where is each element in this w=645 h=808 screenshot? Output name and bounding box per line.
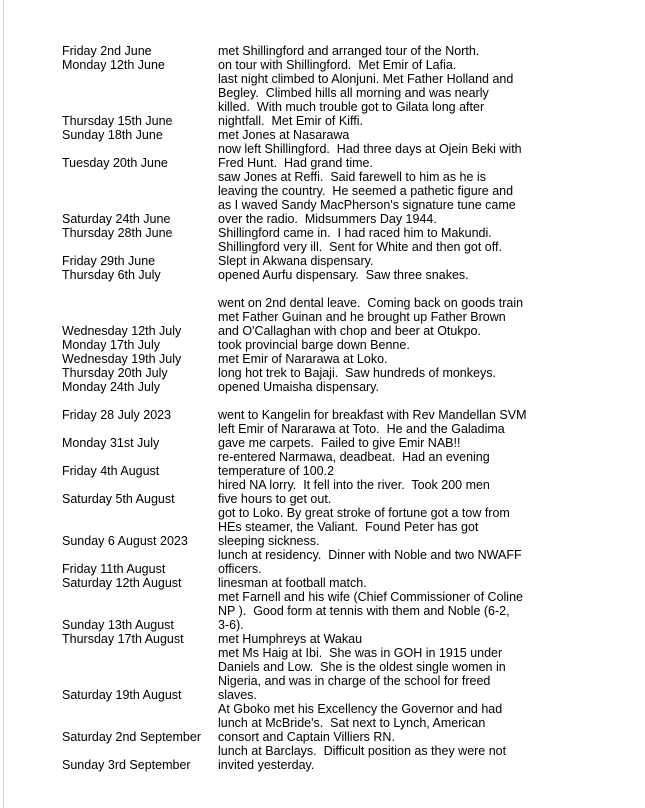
diary-entry-row <box>62 450 590 478</box>
entry-text: got to Loko. By great stroke of fortune got a tow from HEs steamer, the Valiant. Found Peter has got sleeping sickness. <box>218 506 510 548</box>
diary-table <box>62 44 590 772</box>
entry-text: now left Shillingford. Had three days at Ojein Beki with Fred Hunt. Had grand time. <box>218 142 522 170</box>
blank-line <box>62 394 590 408</box>
diary-entry-row <box>62 72 590 128</box>
entry-date: Friday 11th August <box>62 562 166 576</box>
entry-text: met Ms Haig at Ibi. She was in GOH in 1915 under Daniels and Low. She is the oldest single women in Nigeria, and was in charge of the school for freed slaves. <box>218 646 506 702</box>
entry-text: hired NA lorry. It fell into the river. Took 200 men five hours to get out. <box>218 478 490 506</box>
diary-entries <box>62 44 590 772</box>
blank-line <box>62 282 590 296</box>
diary-entry-row <box>62 352 590 366</box>
entry-date: Thursday 15th June <box>62 114 173 128</box>
diary-entry-row <box>62 422 590 450</box>
diary-entry-row <box>62 576 590 590</box>
diary-entry-row <box>62 380 590 394</box>
entry-date: Wednesday 19th July <box>62 352 182 366</box>
diary-entry-row <box>62 702 590 744</box>
entry-text: Shillingford came in. I had raced him to Makundi. <box>218 226 492 240</box>
diary-entry-row <box>62 240 590 268</box>
entry-date: Saturday 24th June <box>62 212 171 226</box>
entry-date: Monday 12th June <box>62 58 165 72</box>
entry-date: Sunday 18th June <box>62 128 163 142</box>
entry-text: last night climbed to Alonjuni. Met Father Holland and Begley. Climbed hills all morning and was nearly killed. With much trouble got to Gilata long after nightfall. Met Emir of Kiffi. <box>218 72 514 128</box>
entry-date: Sunday 6 August 2023 <box>62 534 188 548</box>
entry-text: At Gboko met his Excellency the Governor and had lunch at McBride's. Sat next to Lynch, American consort and Captain Villiers RN. <box>218 702 503 744</box>
entry-text: took provincial barge down Benne. <box>218 338 410 352</box>
entry-date: Saturday 19th August <box>62 688 182 702</box>
diary-entry-row <box>62 478 590 506</box>
entry-date: Thursday 17th August <box>62 632 184 646</box>
entry-text: met Shillingford and arranged tour of the North. <box>218 44 480 58</box>
entry-date: Sunday 13th August <box>62 618 174 632</box>
entry-date: Thursday 20th July <box>62 366 168 380</box>
entry-text: met Humphreys at Wakau <box>218 632 363 646</box>
entry-date: Thursday 6th July <box>62 268 161 282</box>
entry-date: Monday 24th July <box>62 380 160 394</box>
entry-date: Tuesday 20th June <box>62 156 168 170</box>
diary-entry-row <box>62 506 590 548</box>
entry-date: Friday 29th June <box>62 254 156 268</box>
diary-entry-row <box>62 44 590 58</box>
entry-date: Friday 4th August <box>62 464 160 478</box>
entry-date: Monday 31st July <box>62 436 160 450</box>
entry-date: Friday 28 July 2023 <box>62 408 172 422</box>
diary-entry-row <box>62 142 590 170</box>
entry-date: Wednesday 12th July <box>62 324 182 338</box>
entry-text: lunch at residency. Dinner with Noble and two NWAFF officers. <box>218 548 522 576</box>
entry-date: Saturday 12th August <box>62 576 182 590</box>
entry-text: met Emir of Nararawa at Loko. <box>218 352 388 366</box>
diary-entry-row <box>62 366 590 380</box>
diary-entry-row <box>62 58 590 72</box>
entry-date: Thursday 28th June <box>62 226 173 240</box>
diary-entry-row <box>62 338 590 352</box>
entry-text: opened Aurfu dispensary. Saw three snakes. <box>218 268 469 282</box>
diary-entry-row <box>62 548 590 576</box>
entry-date: Monday 17th July <box>62 338 160 352</box>
entry-text: went to Kangelin for breakfast with Rev Mandellan SVM <box>218 408 527 422</box>
entry-text: lunch at Barclays. Difficult position as they were not invited yesterday. <box>218 744 507 772</box>
diary-entry-row <box>62 408 590 422</box>
entry-text: met Jones at Nasarawa <box>218 128 350 142</box>
entry-text: Shillingford very ill. Sent for White and then got off. Slept in Akwana dispensary. <box>218 240 502 268</box>
entry-text: long hot trek to Bajaji. Saw hundreds of monkeys. <box>218 366 496 380</box>
diary-entry-row <box>62 170 590 226</box>
diary-entry-row <box>62 744 590 772</box>
entry-text: on tour with Shillingford. Met Emir of Lafia. <box>218 58 457 72</box>
diary-entry-row <box>62 632 590 646</box>
diary-entry-row <box>62 296 590 338</box>
entry-text: opened Umaisha dispensary. <box>218 380 379 394</box>
entry-text: went on 2nd dental leave. Coming back on goods train met Father Guinan and he brought up Father Brown and O'Callaghan with chop and beer at Otukpo. <box>218 296 524 338</box>
entry-date: Sunday 3rd September <box>62 758 191 772</box>
entry-text: re-entered Narmawa, deadbeat. Had an evening temperature of 100.2 <box>218 450 490 478</box>
entry-text: linesman at football match. <box>218 576 367 590</box>
entry-date: Friday 2nd June <box>62 44 152 58</box>
entry-text: left Emir of Nararawa at Toto. He and the Galadima gave me carpets. Failed to give Emir NAB!! <box>218 422 505 450</box>
diary-entry-row <box>62 590 590 632</box>
entry-text: met Farnell and his wife (Chief Commissioner of Coline NP ). Good form at tennis with them and Noble (6-2, 3-6). <box>218 590 523 632</box>
entry-date: Saturday 5th August <box>62 492 175 506</box>
entry-text: saw Jones at Reffi. Said farewell to him as he is leaving the country. He seemed a pathetic figure and as I waved Sandy MacPherson's signature tune came over the radio. Midsummers Day 1944. <box>218 170 516 226</box>
diary-entry-row <box>62 128 590 142</box>
diary-entry-row <box>62 226 590 240</box>
diary-entry-row <box>62 646 590 702</box>
diary-entry-row <box>62 268 590 282</box>
page-left-border <box>3 0 4 808</box>
entry-date: Saturday 2nd September <box>62 730 201 744</box>
